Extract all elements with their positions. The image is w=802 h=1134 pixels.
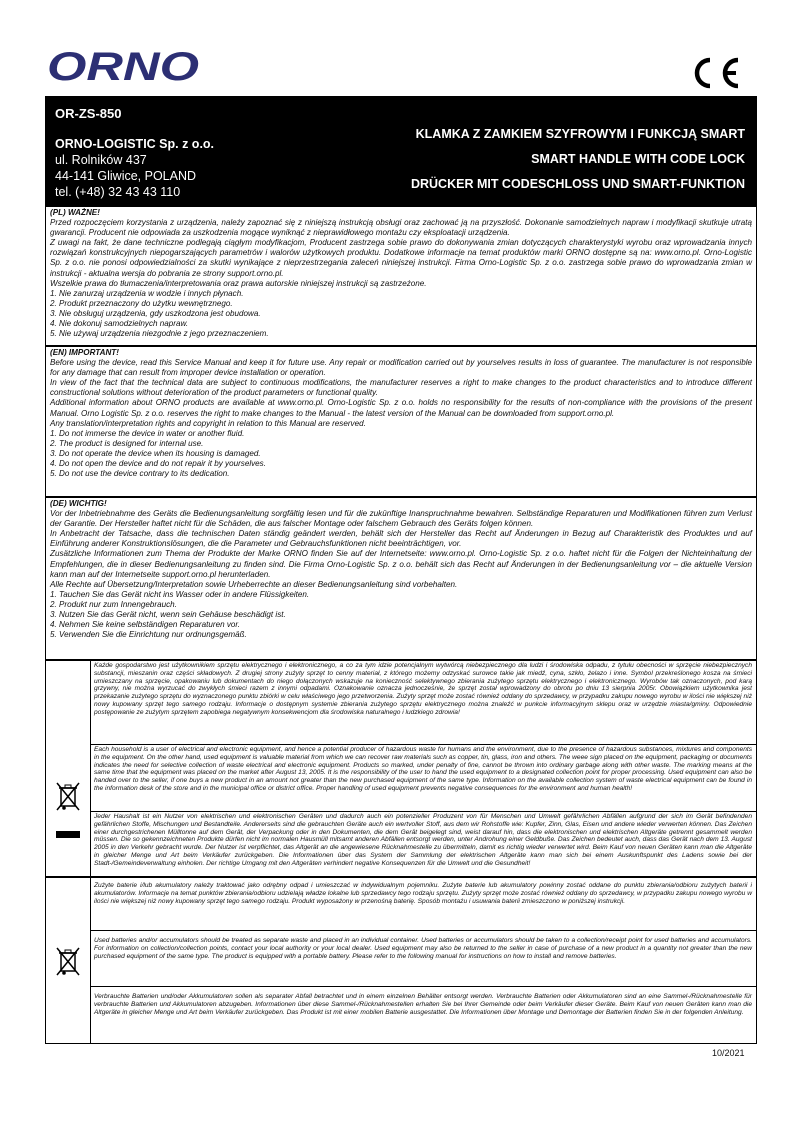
paragraph: Zusätzliche Informationen zum Thema der Produkte der Marke ORNO finden Sie auf der Internetseite: www.orno.pl. Orno-Logistic Sp. z o.o. haftet nicht für die Folgen der Nichteinhaltung der Empfehlungen, die in dieser Bedienungsanleitung zu finden sind. Die Firma Orno-Logistic Sp. z o.o. behält sich das Recht auf Änderungen in der Bedienungsanleitung vor – die aktuelle Version kann man auf der Internetseite support.orno.pl herunterladen.	[50, 549, 752, 579]
paragraph: Additional information about ORNO products are available at www.orno.pl. Orno-Logistic Sp. z o.o. holds no responsibility for the results of non-compliance with the provisions of the present Manual. Orno Logistic Sp. z o.o. reserves the right to make changes to the Manual - the latest version of the Manual can be downloaded from support.orno.pl.	[50, 398, 752, 418]
section-en	[45, 346, 757, 497]
weee-text-column	[90, 661, 756, 876]
company-city: 44-141 Gliwice, POLAND	[55, 169, 197, 183]
title-en: SMART HANDLE WITH CODE LOCK	[531, 152, 745, 166]
paragraph: Wszelkie prawa do tłumaczenia/interpretowania oraz prawa autorskie niniejszej instrukcji są zastrzeżone.	[50, 278, 427, 288]
list-item: 3. Nie obsługuj urządzenia, gdy uszkodzona jest obudowa.	[50, 308, 261, 318]
product-code: OR-ZS-850	[55, 106, 122, 121]
company-address	[55, 136, 214, 200]
list-item: 3. Nutzen Sie das Gerät nicht, wenn sein Gehäuse beschädigt ist.	[50, 610, 286, 620]
list-item: 5. Do not use the device contrary to its dedication.	[50, 469, 230, 479]
battery-text-de: Verbrauchte Batterien und/oder Akkumulatoren sollen als separater Abfall betrachtet und in einem einzelnen Behälter entsorgt werden. Verbrauchte Batterien oder Akkumulatoren sind an eine Sammel-/Rücknahmestelle für verbrauchte Batterien und Akkumulatoren abzugeben. Informationen über diese Sammel-/Rücknahmestellen erhalten Sie bei Ihrer Gemeinde oder beim Verkäufer dieser Geräte. Beim Kauf von neuen Geräten kann man die Altgeräte in gleicher Menge und Art beim Verkäufer zurückgeben. Das Produkt ist mit einer mobilen Batterie ausgestattet. Die Informationen über Montage und Demontage der Batterien finden Sie in der folgenden Anleitung.	[94, 993, 752, 1016]
list-item: 1. Nie zanurzaj urządzenia w wodzie i innych płynach.	[50, 288, 244, 298]
company-name: ORNO-LOGISTIC Sp. z o.o.	[55, 137, 215, 151]
weee-bar-icon	[56, 831, 80, 838]
paragraph: Przed rozpoczęciem korzystania z urządzenia, należy zapoznać się z niniejszą instrukcją obsługi oraz zachować ją na przyszłość. Dokonanie samodzielnych napraw i modyfikacji skutkuje utratą gwarancji. Producent nie odpowiada za uszkodzenia mogące wyniknąć z nieprawidłowego montażu czy eksploatacji urządzenia.	[50, 218, 752, 238]
battery-icon-column	[46, 878, 91, 1043]
section-pl	[45, 206, 757, 346]
battery-text-pl: Zużyte baterie i/lub akumulatory należy traktować jako odrębny odpad i umieszczać w indywidualnym pojemniku. Zużyte baterie lub akumulatory powinny zostać oddane do punktu zbierania/odbioru zużytych baterii i akumulatorów. Informacje na temat punktów zbierania/odbioru udzielają władze lokalne lub sprzedawcy tego rodzaju sprzętu. Zużyty sprzęt może zostać również oddany do sprzedawcy, w przypadku zakupu nowego wyrobu w ilości nie większej niż nowy kupowany sprzęt tego samego rodzaju. Produkt wyposażony w przenośną baterię. Sposób montażu i usuwania baterii zmieszczono w poniższej instrukcji.	[90, 878, 756, 931]
paragraph: Z uwagi na fakt, że dane techniczne podlegają ciągłym modyfikacjom, Producent zastrzega sobie prawo do dokonywania zmian dotyczących charakterystyki wyrobu oraz wprowadzania innych rozwiązań konstrukcyjnych niepogarszających parametrów i walorów użytkowych produktu. Dodatkowe informacje na temat produktów marki ORNO dostępne są na: www.orno.pl. Orno-Logistic Sp. z o.o. nie ponosi odpowiedzialności za skutki wynikające z nieprzestrzegania zaleceń niniejszej instrukcji. Firma Orno-Logistic Sp. z o.o. zastrzega sobie prawo do wprowadzania zmian w instrukcji - aktualna wersja do pobrania ze strony support.orno.pl.	[50, 238, 752, 278]
list-item: 1. Tauchen Sie das Gerät nicht ins Wasser oder in andere Flüssigkeiten.	[50, 589, 310, 599]
weee-text-en: Each household is a user of electrical and electronic equipment, and hence a potential producer of hazardous waste for humans and the environment, due to the presence of hazardous substances, mixtures and components in the equipment. On the other hand, used equipment is valuable material from which we can recover raw materials such as copper, tin, glass, iron and others. The weee sign placed on the equipment, packaging or documents indicates the need for selective collection of waste electrical and electronic equipment. Products so marked, under penalty of fine, cannot be thrown into ordinary garbage along with other waste. The marking means at the same time that the equipment was placed on the market after August 13, 2005. It is the responsibility of the user to hand the used equipment to a designated collection point for proper processing. Used equipment can also be handed over to the seller, if one buys a new product in an amount not greater than the new purchased equipment of the same type. Information on the available collection system of waste electrical equipment can be found in the information desk of the store and in the municipal office or district office. Proper handling of used equipment prevents negative consequences for the environment and human health!	[90, 745, 756, 812]
list-item: 4. Nehmen Sie keine selbständigen Reparaturen vor.	[50, 620, 241, 630]
paragraph: In view of the fact that the technical data are subject to continuous modifications, the manufacturer reserves a right to make changes to the product characteristics and to introduce different constructional solutions without deterioration of the product parameters or functional quality.	[50, 378, 752, 398]
list-item: 2. Produkt przeznaczony do użytku wewnętrznego.	[50, 298, 233, 308]
company-street: ul. Rolników 437	[55, 153, 147, 167]
list-item: 4. Nie dokonuj samodzielnych napraw.	[50, 319, 189, 329]
title-pl: KLAMKA Z ZAMKIEM SZYFROWYM I FUNKCJĄ SMART	[415, 127, 745, 141]
list-item: 2. Produkt nur zum Innengebrauch.	[50, 599, 177, 609]
orno-logo	[47, 48, 202, 88]
safety-list-pl	[50, 289, 752, 339]
logo-text: ORNO	[47, 48, 199, 88]
weee-text-pl: Każde gospodarstwo jest użytkownikiem sprzętu elektrycznego i elektronicznego, a co za tym idzie potencjalnym wytwórcą niebezpiecznego dla ludzi i środowiska odpadu, z tytułu obecności w sprzęcie niebezpiecznych substancji, mieszanin oraz części składowych. Z drugiej strony zużyty sprzęt to cenny materiał, z którego możemy odzyskać surowce takie jak miedź, cyna, szkło, żelazo i inne. Symbol przekreślonego kosza na śmieci umieszczany na sprzęcie, opakowaniu lub dokumentach do niego dołączonych wskazuje na konieczność selektywnego zbierania zużytego sprzętu elektrycznego i elektronicznego. Wyrobów tak oznaczonych, pod karą grzywny, nie można wyrzucać do zwykłych śmieci razem z innymi odpadami. Oznakowanie oznacza jednocześnie, że sprzęt został wprowadzony do obrotu po dniu 13 sierpnia 2005r. Obowiązkiem użytkownika jest przekazanie zużytego sprzętu do wyznaczonego punktu zbiórki w celu właściwego jego przetworzenia. Zużyty sprzęt może zostać również oddany do sprzedawcy, w przypadku zakupu nowego wyrobu w ilości nie większej niż nowy kupowany sprzęt tego samego rodzaju. Informacje o dostępnym systemie zbierania zużytego sprzętu elektrycznego można znaleźć w punkcie informacyjnym sklepu oraz w urzędzie miasta/gminy. Odpowiednie postępowanie ze zużytym sprzętem zapobiega negatywnym konsekwencjom dla środowiska naturalnego i ludzkiego zdrowia!	[90, 661, 756, 745]
list-item: 4. Do not open the device and do not repair it by yourselves.	[50, 459, 266, 469]
weee-icon-column	[46, 661, 91, 876]
paragraph: Vor der Inbetriebnahme des Geräts die Bedienungsanleitung sorgfältig lesen und für die zukünftige Inanspruchnahme bewahren. Selbständige Reparaturen und Modifikationen führen zum Verlust der Garantie. Der Hersteller haftet nicht für die Schäden, die aus falscher Montage oder falschem Gebrauch des Geräts folgen können.	[50, 509, 752, 529]
list-item: 2. The product is designed for internal use.	[50, 438, 204, 448]
paragraph: Any translation/interpretation rights and copyright in relation to this Manual are reserved.	[50, 418, 366, 428]
section-de	[45, 497, 757, 660]
safety-list-en	[50, 429, 752, 479]
header-band	[45, 96, 757, 206]
list-item: 1. Do not immerse the device in water or another fluid.	[50, 428, 245, 438]
battery-text-column	[90, 878, 756, 1043]
list-item: 5. Nie używaj urządzenia niezgodnie z jego przeznaczeniem.	[50, 329, 269, 339]
paragraph: Before using the device, read this Service Manual and keep it for future use. Any repair or modification carried out by yourselves results in loss of guarantee. The manufacturer is not responsible for any damage that can result from improper device installation or operation.	[50, 358, 752, 378]
paragraph: In Anbetracht der Tatsache, dass die technischen Daten ständig geändert werden, behält sich der Hersteller das Recht auf Änderungen in Bezug auf Charakteristik des Produktes und auf Einführung anderer Konstruktionslösungen, die die Parameter und Gebrauchsfunktionen nicht beeinträchtigen, vor.	[50, 529, 752, 549]
section-pl-heading: (PL) WAŻNE!	[50, 208, 100, 217]
crossed-bin-icon	[56, 781, 80, 811]
list-item: 3. Do not operate the device when its housing is damaged.	[50, 448, 261, 458]
safety-list-de	[50, 590, 752, 640]
weee-text-de: Jeder Haushalt ist ein Nutzer von elektrischen und elektronischen Geräten und dadurch auch ein potenzieller Produzent von für Menschen und Umwelt gefährlichen Abfällen aufgrund der sich im Gerät befindenden gefährlichen Stoffe, Mischungen und Bestandteile. Andererseits sind die gebrauchten Geräte auch ein wertvoller Stoff, aus dem wir Rohstoffe wie: Kupfer, Zinn, Glas, Eisen und andere wieder verwerten können. Das Zeichen einer durchgestrichenen Mülltonne auf dem Gerät, der Verpackung oder in den Dokumenten, die dem Gerät beigelegt sind, weist darauf hin, dass die elektronischen und elektrischen Altgeräte getrennt gesammelt werden müssen. Die so gekennzeichneten Produkte dürfen nicht im normalen Hausmüll mitsamt anderen Abfällen entsorgt werden, unter Androhung einer Geldbuße. Das Zeichen bedeutet auch, dass das Gerät nach dem 13. August 2005 in den Verkehr gebracht wurde. Der Nutzer ist verpflichtet, das Altgerät an die angewiesene Rücknahmestelle zu übermitteln, damit es richtig wieder verwertet wird. Beim Kauf von neuen Geräten kann man die Altgeräte in gleicher Menge und Art beim Verkäufer zurückgeben. Die Informationen über das System der Sammlung der elektrischen Altgeräte kann man sich bei einem Auskunftspunkt des Ladens sowie bei der Stadt-/Gemeindeverwaltung einholen. Der richtige Umgang mit den Altgeräten verhindert negative Konsequenzen für die Umwelt und die Gesundheit!	[94, 813, 752, 867]
company-tel: tel. (+48) 32 43 43 110	[55, 185, 181, 199]
section-de-heading: (DE) WICHTIG!	[50, 499, 107, 508]
title-de: DRÜCKER MIT CODESCHLOSS UND SMART-FUNKTION	[410, 177, 745, 191]
list-item: 5. Verwenden Sie die Einrichtung nur ordnungsgemäß.	[50, 630, 247, 640]
product-titles	[411, 122, 745, 197]
revision-date: 10/2021	[712, 1048, 745, 1058]
battery-disposal-block	[45, 877, 757, 1044]
paragraph: Alle Rechte auf Übersetzung/Interpretation sowie Urheberrechte an dieser Bedienungsanleitung sind vorbehalten.	[50, 579, 458, 589]
section-en-heading: (EN) IMPORTANT!	[50, 348, 119, 357]
battery-text-en: Used batteries and/or accumulators should be treated as separate waste and placed in an individual container. Used batteries or accumulators should be taken to a collection/receipt point for used batteries and accumulators. For information on collection/collection points, contact your local authority or your local dealer. Used equipment may also be returned to the seller in case of purchase of a new product in a quantity not greater than the new purchased equipment of the same type. The product is equipped with a portable battery. Please refer to the following manual for instructions on how to install and remove batteries.	[90, 931, 756, 987]
crossed-bin-icon	[56, 946, 80, 976]
ce-mark-icon	[688, 56, 744, 90]
weee-disposal-block	[45, 660, 757, 877]
